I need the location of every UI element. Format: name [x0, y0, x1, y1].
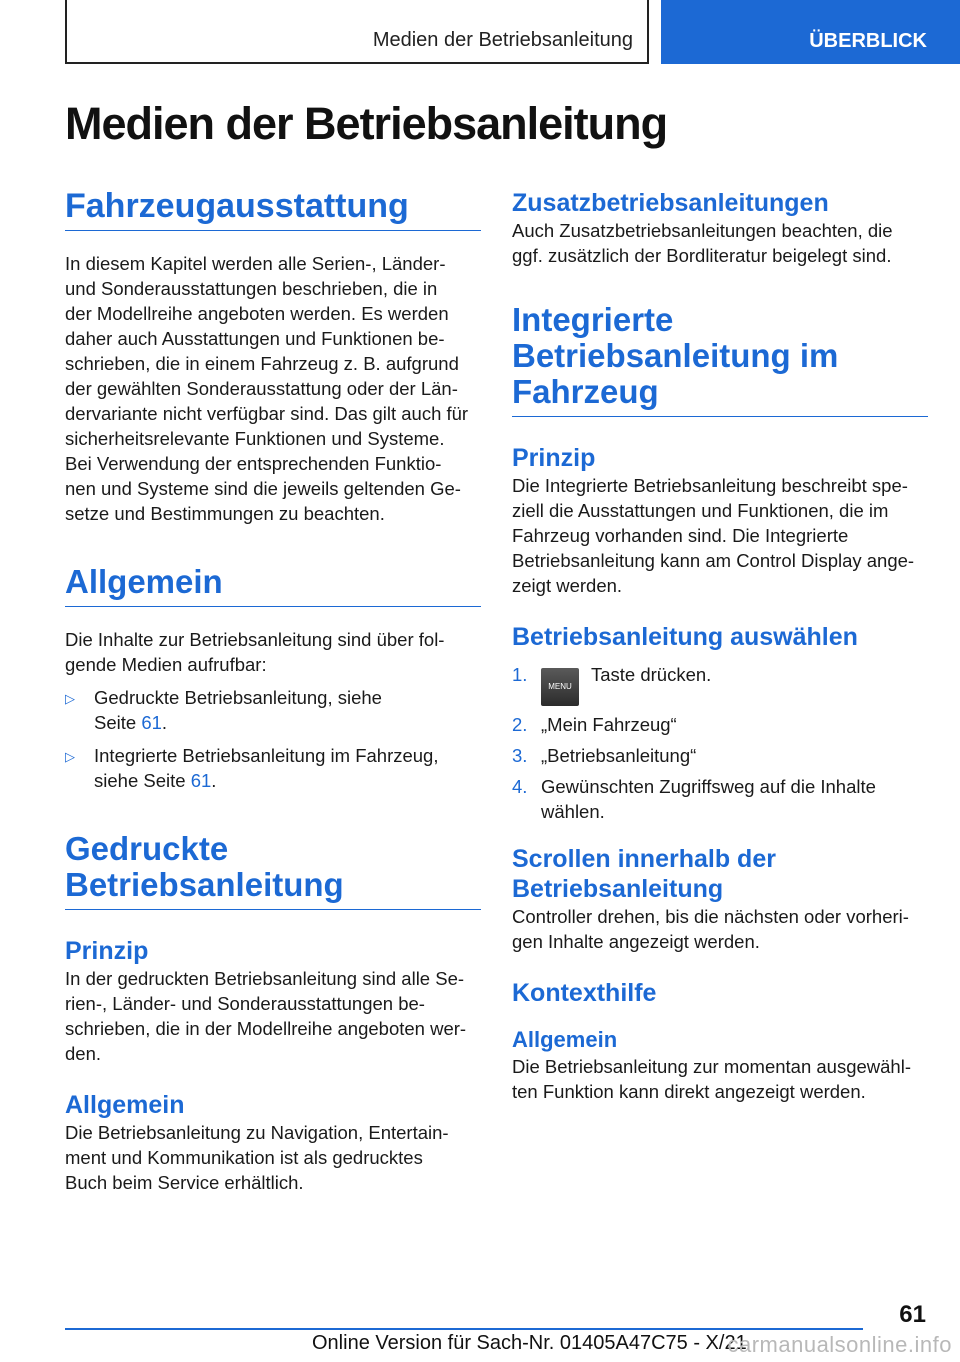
page-link-61[interactable]: 61	[190, 770, 212, 791]
heading-zusatzbetriebsanleitungen: Zusatzbetriebsanleitungen	[512, 189, 829, 217]
triangle-bullet-icon: ▷	[65, 691, 75, 706]
page-link-61[interactable]: 61	[141, 712, 162, 733]
heading-kontexthilfe-allgemein: Allgemein	[512, 1027, 618, 1052]
triangle-bullet-icon: ▷	[65, 749, 75, 764]
left-column	[65, 188, 481, 1195]
heading-kontexthilfe: Kontexthilfe	[512, 979, 657, 1007]
paragraph-allgemein-gedruckt: Die Betriebsanleitung zu Navigation, Entertain- ment und Kommunikation ist als gedrucktes Buch beim Service erhältlich.	[65, 1122, 449, 1193]
right-column	[512, 188, 928, 1104]
page-number: 61	[899, 1301, 926, 1328]
heading-allgemein-gedruckt: Allgemein	[65, 1091, 185, 1119]
paragraph-prinzip-integriert: Die Integrierte Betriebsanleitung beschreibt spe- ziell die Ausstattungen und Funktionen, die im Fahrzeug vorhanden sind. Die Integrierte Betriebsanleitung kann am Control Display ange- zeigt werden.	[512, 475, 915, 596]
heading-prinzip-gedruckt: Prinzip	[65, 937, 149, 965]
list-item: 3. „Betriebsanleitung“	[512, 745, 697, 766]
watermark: carmanualsonline.info	[727, 1332, 952, 1357]
heading-integrierte-betriebsanleitung: Integrierte Betriebsanleitung im Fahrzeug	[512, 302, 928, 417]
heading-prinzip-integriert: Prinzip	[512, 444, 596, 472]
list-item: 1. MENUTaste drücken.	[512, 662, 928, 706]
menu-button-icon: MENU	[541, 668, 579, 706]
header-section-box	[65, 0, 649, 64]
list-item: ▷ Integrierte Betriebsanleitung im Fahrzeug, siehe Seite 61.	[65, 745, 439, 791]
header-chapter-label: ÜBERBLICK	[809, 30, 927, 52]
paragraph-scrollen: Controller drehen, bis die nächsten oder vorheri- gen Inhalte angezeigt werden.	[512, 906, 909, 952]
list-item: 2. „Mein Fahrzeug“	[512, 714, 677, 735]
paragraph-fahrzeugausstattung: In diesem Kapitel werden alle Serien-, Länder- und Sonderausstattungen beschrieben, die in der Modellreihe angeboten werden. Es werden daher auch Ausstattungen und Funktionen be- schrieben, die in einem Fahrzeug z. B. aufgrund der gewählten Sonderausstattung oder der Län- dervariante nicht verfügbar sind. Das gilt auch für sicherheitsrelevante Funktionen und Systeme. Bei Verwendung der entsprechenden Funktio- nen und Systeme sind die jeweils geltenden Ge- setze und Bestimmungen zu beachten.	[65, 253, 469, 524]
heading-fahrzeugausstattung: Fahrzeugausstattung	[65, 188, 481, 231]
paragraph-prinzip-gedruckt: In der gedruckten Betriebsanleitung sind alle Se- rien-, Länder- und Sonderausstattungen be- schrieben, die in der Modellreihe angeboten wer- den.	[65, 968, 467, 1064]
list-item: ▷ Gedruckte Betriebsanleitung, siehe Seite 61.	[65, 687, 382, 733]
page-title: Medien der Betriebsanleitung	[65, 98, 668, 149]
header-chapter-tab[interactable]	[661, 0, 960, 64]
paragraph-kontexthilfe: Die Betriebsanleitung zur momentan ausgewähl- ten Funktion kann direkt angezeigt werden.	[512, 1056, 911, 1102]
heading-betriebsanleitung-auswaehlen: Betriebsanleitung auswählen	[512, 623, 858, 651]
selection-steps	[512, 662, 928, 824]
heading-scrollen: Scrollen innerhalb der Betriebsanleitung	[512, 845, 776, 903]
heading-allgemein: Allgemein	[65, 564, 481, 607]
media-list	[65, 685, 481, 793]
header-section-title: Medien der Betriebsanleitung	[372, 29, 633, 51]
paragraph-zusatz: Auch Zusatzbetriebsanleitungen beachten, die ggf. zusätzlich der Bordliteratur beigelegt sind.	[512, 220, 893, 266]
heading-gedruckte-betriebsanleitung: Gedruckte Betriebsanleitung	[65, 831, 481, 910]
footer-online-version: Online Version für Sach-Nr. 01405A47C75 - X/21	[312, 1332, 747, 1354]
list-item: 4. Gewünschten Zugriffsweg auf die Inhalte wählen.	[512, 776, 876, 822]
paragraph-allgemein: Die Inhalte zur Betriebsanleitung sind über fol- gende Medien aufrufbar:	[65, 629, 445, 675]
footer-divider	[65, 1328, 863, 1330]
